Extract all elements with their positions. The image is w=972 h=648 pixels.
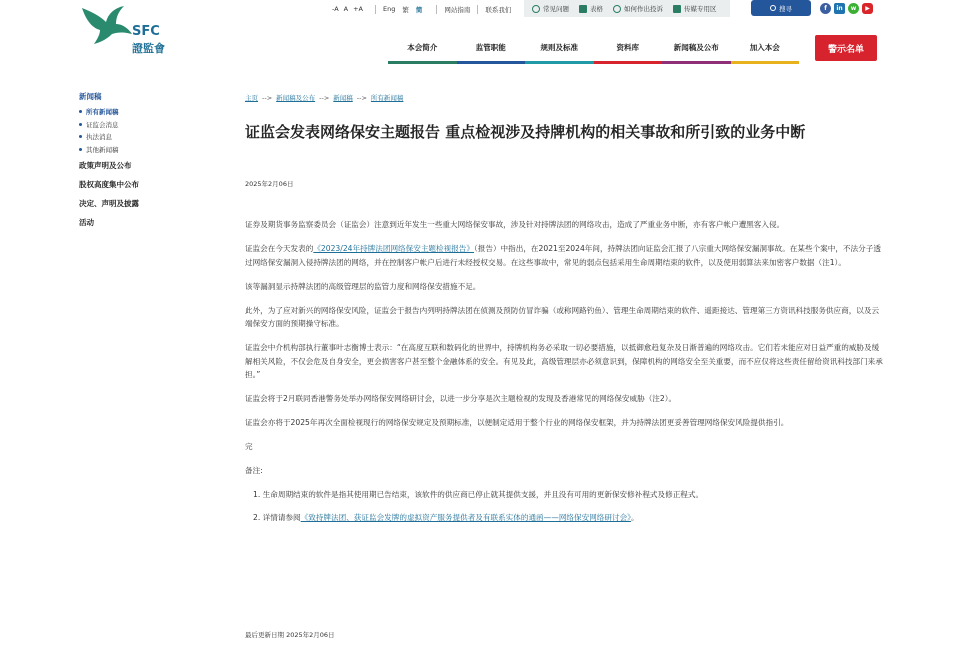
breadcrumb	[245, 93, 403, 102]
sidebar-item-other[interactable]	[79, 145, 219, 154]
forms-link[interactable]	[579, 4, 603, 13]
logo-cn-text: 證監會	[132, 42, 165, 55]
nav-label: 监管职能	[475, 43, 506, 52]
divider	[477, 5, 478, 14]
breadcrumb-home[interactable]: 主页	[245, 94, 258, 102]
nav-resources[interactable]	[594, 36, 663, 64]
complaint-link[interactable]	[613, 4, 663, 13]
sidebar-item-enforcement[interactable]	[79, 132, 219, 141]
sidebar-item-events[interactable]: 活动	[79, 217, 94, 227]
sidebar-item-label: 所有新闻稿	[86, 108, 119, 116]
sidebar-item-decisions[interactable]: 决定、声明及披露	[79, 198, 139, 208]
sfc-logo[interactable]	[78, 2, 178, 58]
search-icon	[770, 5, 776, 11]
breadcrumb-news[interactable]: 新闻稿	[333, 94, 353, 102]
paragraph: 此外，为了应对新兴的网络保安风险，证监会于报告内列明持牌法团在侦测及预防仿冒诈骗（或称网路钓鱼）、管理生命周期结束的软件、遥距接达、管理第三方资讯科技服务供应商，以及云端保安方面的预期操守标准。	[245, 305, 880, 328]
breadcrumb-sep: -->	[319, 94, 330, 102]
nav-label: 加入本会	[749, 43, 780, 52]
sidebar-item-policy[interactable]: 政策声明及公布	[79, 160, 132, 170]
sidebar-item-shareholding[interactable]: 股权高度集中公布	[79, 179, 139, 189]
site-guide-link[interactable]: 网站指南	[444, 5, 471, 14]
lang-english[interactable]: Eng	[383, 5, 396, 13]
main-navigation	[388, 36, 799, 64]
end-mark: 完	[245, 442, 253, 451]
paragraph	[245, 242, 885, 269]
note-item	[253, 511, 885, 525]
report-link[interactable]: 《2023/24年持牌法团网络保安主题检视报告》	[313, 244, 474, 253]
question-icon	[532, 5, 540, 13]
lang-simplified[interactable]: 简	[415, 5, 423, 14]
bullet-icon	[79, 110, 82, 113]
font-size-normal[interactable]: A	[343, 5, 349, 13]
notes-list	[245, 488, 885, 524]
text: （报告）中指出，在2021至2024年间，持牌法团向证监会汇报了八宗重大网络保安漏洞事故。在某些个案中，不法分子透过网络保安漏洞入侵持牌法团的网络，并在控制客户帐户后进行未经授权交易。在这些事故中，常见的弱点包括采用生命周期结束的软件，以及使用弱算法来加密客户数据（注1）。	[245, 244, 881, 267]
sidebar-item-label: 执法消息	[86, 133, 112, 141]
lang-traditional[interactable]: 繁	[402, 5, 409, 14]
utility-bar	[332, 2, 511, 16]
paragraph: 证券及期货事务监察委员会（证监会）注意到近年发生一些重大网络保安事故，涉及针对持牌法团的网络攻击，造成了严重业务中断，亦有客户帐户遭黑客入侵。	[245, 220, 785, 229]
breadcrumb-sep: -->	[356, 94, 367, 102]
facebook-icon[interactable]: f	[820, 3, 831, 14]
contact-us-link[interactable]: 联系我们	[485, 5, 512, 14]
media-link[interactable]	[673, 4, 717, 13]
page-title: 证监会发表网络保安主题报告 重点检视涉及持牌机构的相关事故和所引致的业务中断	[245, 123, 806, 141]
sidebar-head-news[interactable]: 新闻稿	[79, 92, 102, 101]
nav-news[interactable]	[662, 36, 731, 64]
complaint-label: 如何作出投诉	[624, 5, 663, 13]
bullet-icon	[79, 135, 82, 138]
nav-underline	[662, 61, 731, 64]
wechat-icon[interactable]: w	[848, 3, 859, 14]
breadcrumb-news-pub[interactable]: 新闻稿及公布	[276, 94, 316, 102]
sidebar	[79, 91, 219, 236]
quick-links	[524, 0, 730, 17]
sidebar-item-sfc-news[interactable]	[79, 120, 219, 129]
paragraph: 证监会将于2月联同香港警务处举办网络保安网络研讨会，以进一步分享是次主题检视的发现及香港常见的网络保安威胁（注2）。	[245, 394, 677, 403]
nav-rules-standards[interactable]	[525, 36, 594, 64]
faq-link[interactable]	[532, 4, 569, 13]
nav-label: 资料库	[616, 43, 639, 52]
publish-date: 2025年2月06日	[245, 180, 294, 188]
paragraph: 证监会中介机构部执行董事叶志衡博士表示：“在高度互联和数码化的世界中，持牌机构务必采取一切必要措施，以抵御愈趋复杂及日渐普遍的网络攻击。它们若未能应对日益严重的威胁及缓解相关风险，不仅会危及自身安全，更会损害客户甚至整个金融体系的安全。有见及此，高级管理层亦必须意识到，保障机构的网络安全至关重要，而不应仅将这些责任留给资讯科技部门来承担。”	[245, 343, 883, 379]
nav-underline	[594, 61, 663, 64]
last-updated: 最后更新日期 2025年2月06日	[245, 631, 335, 639]
article-body	[245, 218, 885, 533]
nav-underline	[457, 61, 526, 64]
search-label: 搜寻	[779, 4, 792, 13]
linkedin-icon[interactable]: in	[834, 3, 845, 14]
sidebar-item-all-news[interactable]	[79, 107, 219, 116]
breadcrumb-all-news[interactable]: 所有新闻稿	[370, 94, 404, 102]
nav-about[interactable]	[388, 36, 457, 64]
font-size-large[interactable]: +A	[353, 5, 364, 13]
text: 2. 详情请参阅	[253, 512, 301, 522]
media-label: 传媒专用区	[684, 5, 717, 13]
nav-label: 规则及标准	[540, 43, 578, 52]
megaphone-icon	[613, 5, 621, 13]
breadcrumb-sep: -->	[262, 94, 273, 102]
circular-link[interactable]: 《致持牌法团、获证监会发牌的虚拟资产服务提供者及有联系实体的通函——网络保安网络研讨会》	[300, 512, 631, 522]
sidebar-item-label: 证监会消息	[86, 120, 119, 129]
note-item: 1. 生命周期结束的软件是指其使用期已告结束，该软件的供应商已停止就其提供支援，并且没有可用的更新保安修补程式及修正程式。	[253, 490, 704, 499]
nav-underline	[388, 61, 457, 64]
paragraph: 证监会亦将于2025年再次全面检视现行的网络保安规定及预期标准，以便制定适用于整个行业的网络保安框架，并为持牌法团更妥善管理网络保安风险提供指引。	[245, 418, 789, 427]
youtube-icon[interactable]: ▶	[862, 3, 873, 14]
image-icon	[673, 5, 681, 13]
nav-label: 本会简介	[407, 43, 438, 52]
social-links	[820, 3, 873, 14]
bird-logo-icon	[78, 2, 134, 46]
alert-list-button[interactable]: 警示名单	[815, 35, 877, 61]
search-button[interactable]	[751, 0, 811, 16]
divider	[436, 5, 437, 14]
form-icon	[579, 5, 587, 13]
text: 证监会在今天发表的	[245, 244, 314, 253]
bullet-icon	[79, 123, 82, 126]
nav-careers[interactable]	[731, 36, 800, 64]
nav-underline	[525, 61, 594, 64]
notes-heading: 备注:	[245, 466, 263, 475]
logo-text: SFC	[132, 24, 160, 39]
forms-label: 表格	[590, 5, 603, 13]
nav-regulatory-functions[interactable]	[457, 36, 526, 64]
text: 。	[630, 512, 639, 522]
nav-underline	[731, 61, 800, 64]
nav-label: 新闻稿及公布	[673, 43, 719, 52]
faq-label: 常见问题	[543, 5, 569, 13]
sidebar-sublist	[79, 107, 219, 154]
font-size-small[interactable]: -A	[332, 5, 339, 13]
paragraph: 该等漏洞显示持牌法团的高级管理层的监管力度和网络保安措施不足。	[245, 281, 481, 291]
sidebar-item-label: 其他新闻稿	[86, 145, 119, 154]
divider	[375, 5, 376, 14]
bullet-icon	[79, 148, 82, 151]
